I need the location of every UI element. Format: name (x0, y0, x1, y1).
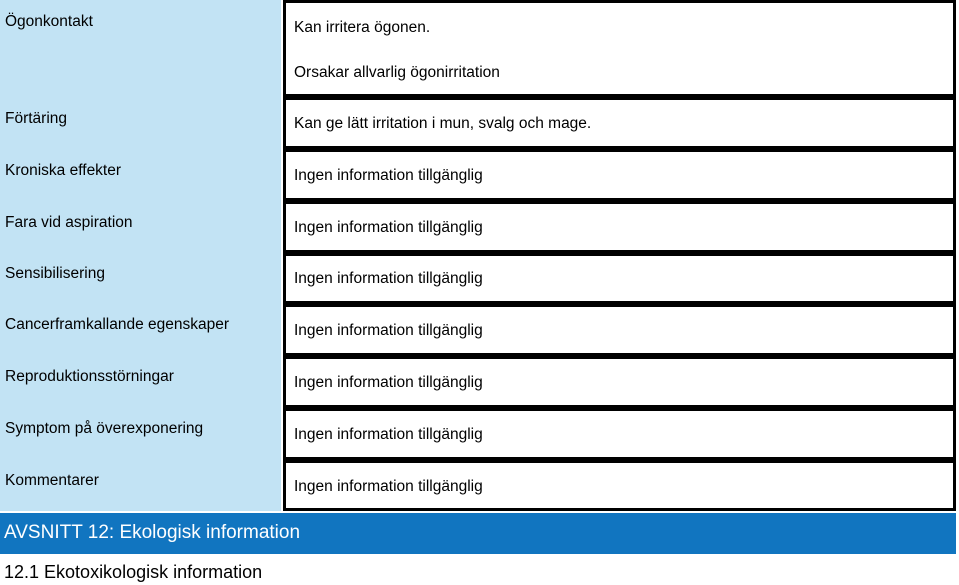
table-row-ingestion (0, 97, 959, 149)
row-value-cell (283, 408, 956, 460)
row-value: Ingen information tillgänglig (294, 219, 483, 236)
table-row-carcinogenicity (0, 304, 959, 356)
table-row-overexposure-symptoms (0, 408, 959, 460)
row-value: Ingen information tillgänglig (294, 426, 483, 443)
row-label: Sensibilisering (5, 265, 105, 282)
table-row-sensitisation (0, 253, 959, 304)
row-label-cell (0, 253, 281, 304)
row-value-cell (283, 201, 956, 253)
row-label: Kroniska effekter (5, 162, 122, 179)
row-label: Symptom på överexponering (5, 420, 204, 437)
row-label-cell (0, 356, 281, 408)
row-label-cell (0, 408, 281, 460)
section-heading-bar (0, 513, 956, 554)
table-row-eye-contact (0, 0, 959, 97)
row-label-cell (0, 97, 281, 149)
row-value-secondary: Orsakar allvarlig ögonirritation (294, 64, 500, 81)
section-title: AVSNITT 12: Ekologisk information (4, 522, 301, 543)
row-value: Ingen information tillgänglig (294, 374, 483, 391)
row-value: Kan irritera ögonen. (294, 19, 431, 36)
row-label-cell (0, 304, 281, 356)
table-row-comments (0, 460, 959, 511)
row-value: Ingen information tillgänglig (294, 270, 483, 287)
row-value: Ingen information tillgänglig (294, 167, 483, 184)
row-label-cell (0, 201, 281, 253)
row-value: Ingen information tillgänglig (294, 478, 483, 495)
row-label-cell (0, 149, 281, 201)
row-label: Ögonkontakt (5, 13, 93, 30)
row-value-cell (283, 149, 956, 201)
row-value-cell (283, 460, 956, 511)
table-row-aspiration-hazard (0, 201, 959, 253)
row-value-cell (283, 97, 956, 149)
row-label: Reproduktionsstörningar (5, 368, 174, 385)
row-label: Fara vid aspiration (5, 214, 133, 231)
row-value: Kan ge lätt irritation i mun, svalg och mage. (294, 115, 592, 132)
row-label-cell (0, 0, 281, 97)
row-label: Förtäring (5, 110, 68, 127)
row-label: Kommentarer (5, 472, 99, 489)
row-value: Ingen information tillgänglig (294, 322, 483, 339)
row-value-cell (283, 0, 956, 97)
row-value-cell (283, 356, 956, 408)
row-value-cell (283, 253, 956, 304)
table-row-reproductive-toxicity (0, 356, 959, 408)
row-label: Cancerframkallande egenskaper (5, 316, 230, 333)
row-label-cell (0, 460, 281, 511)
row-value-cell (283, 304, 956, 356)
table-row-chronic-effects (0, 149, 959, 201)
subsection-title: 12.1 Ekotoxikologisk information (4, 562, 263, 582)
